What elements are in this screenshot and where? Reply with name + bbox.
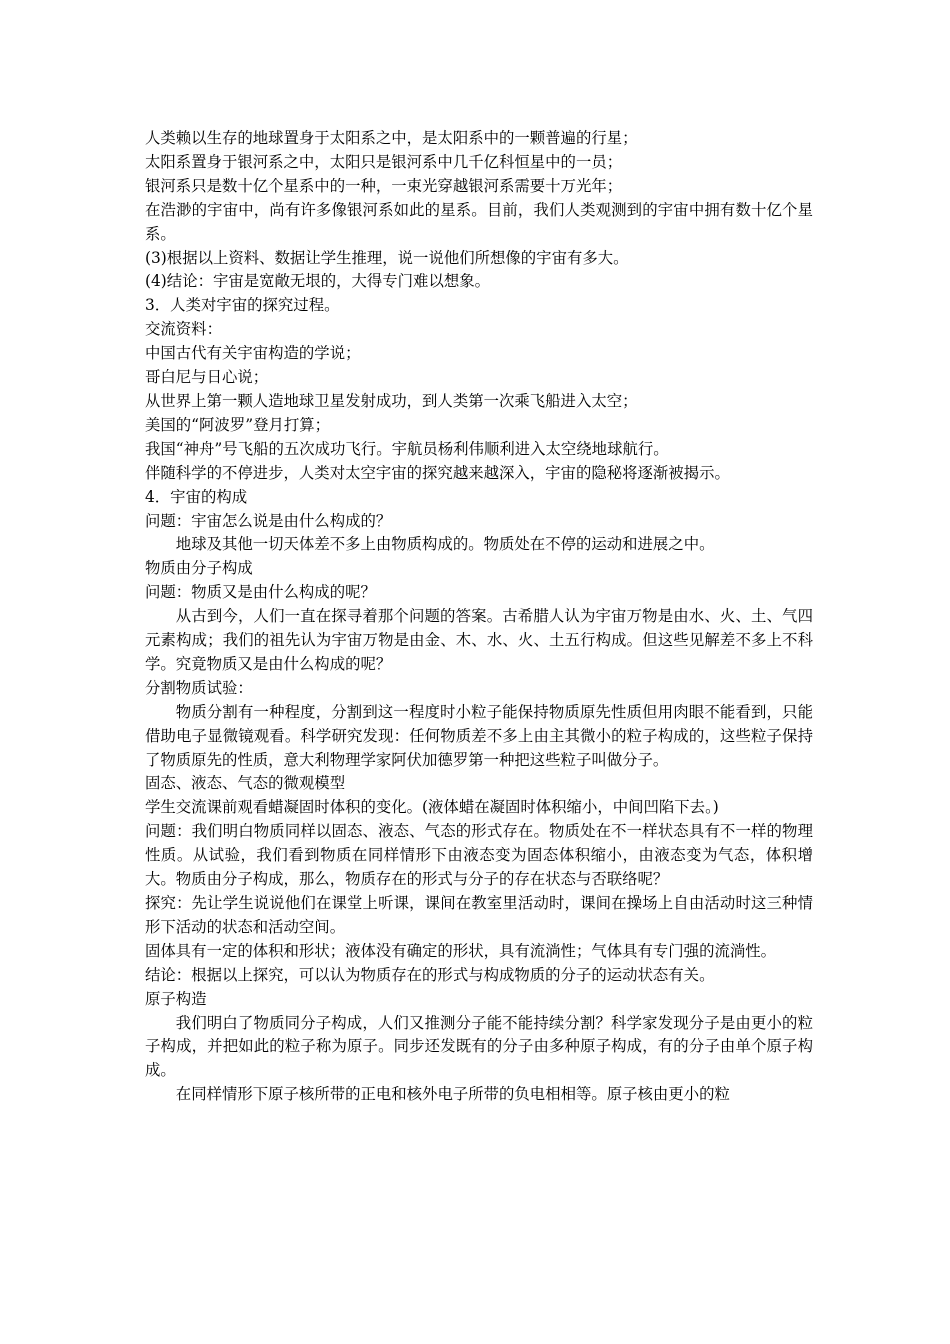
paragraph: 问题：物质又是由什么构成的呢？ (145, 583, 376, 602)
paragraph: 美国的“阿波罗”登月打算； (145, 415, 331, 434)
paragraph: 4．宇宙的构成 (145, 487, 248, 506)
paragraph: 3．人类对宇宙的探究过程。 (145, 296, 340, 315)
paragraph: 太阳系置身于银河系之中，太阳只是银河系中几千亿科恒星中的一员； (145, 152, 623, 171)
paragraph: 原子构造 (145, 989, 207, 1008)
paragraph: 从世界上第一颗人造地球卫星发射成功，到人类第一次乘飞船进入太空； (145, 391, 638, 410)
paragraph: 分割物质试验： (145, 678, 253, 697)
paragraph: 探究：先让学生说说他们在课堂上听课，课间在教室里活动时，课间在操场上自由活动时这三种情形下活动的状态和活动空间。 (145, 894, 813, 936)
paragraph: 银河系只是数十亿个星系中的一种，一束光穿越银河系需要十万光年； (145, 176, 623, 195)
paragraph: 地球及其他一切天体差不多上由物质构成的。物质处在不停的运动和进展之中。 (175, 535, 715, 554)
paragraph: 交流资料： (145, 320, 222, 339)
paragraph: 学生交流课前观看蜡凝固时体积的变化。(液体蜡在凝固时体积缩小，中间凹陷下去。) (145, 798, 719, 817)
paragraph: 我们明白了物质同分子构成，人们又推测分子能不能持续分割？科学家发现分子是由更小的粒子构成，并把如此的粒子称为原子。同步还发既有的分子由多种原子构成，有的分子由单个原子构成。 (145, 1013, 813, 1080)
paragraph: 结论：根据以上探究，可以认为物质存在的形式与构成物质的分子的运动状态有关。 (145, 965, 715, 984)
paragraph: 在浩渺的宇宙中，尚有许多像银河系如此的星系。目前，我们人类观测到的宇宙中拥有数十亿个星系。 (145, 200, 813, 243)
paragraph: 哥白尼与日心说； (145, 368, 269, 387)
paragraph: 在同样情形下原子核所带的正电和核外电子所带的负电相相等。原子核由更小的粒 (175, 1085, 730, 1104)
paragraph: 问题：宇宙怎么说是由什么构成的？ (145, 511, 392, 530)
paragraph: 物质分割有一种程度，分割到这一程度时小粒子能保持物质原先性质但用肉眼不能看到，只能借助电子显微镜观看。科学研究发现：任何物质差不多上由主其微小的粒子构成的，这些粒子保持了物质原先的性质，意大利物理学家阿伏加德罗第一种把这些粒子叫做分子。 (145, 702, 813, 769)
paragraph: 从古到今，人们一直在探寻着那个问题的答案。古希腊人认为宇宙万物是由水、火、土、气四元素构成；我们的祖先认为宇宙万物是由金、木、水、火、土五行构成。但这些见解差不多上不科学。究竟物质又是由什么构成的呢？ (145, 607, 813, 673)
document-page (145, 127, 813, 1107)
paragraph: (3)根据以上资料、数据让学生推理，说一说他们所想像的宇宙有多大。 (145, 248, 629, 267)
paragraph: 固体具有一定的体积和形状；液体没有确定的形状，具有流淌性；气体具有专门强的流淌性。 (145, 941, 777, 960)
paragraph: 中国古代有关宇宙构造的学说； (145, 344, 361, 363)
paragraph: 我国“神舟”号飞船的五次成功飞行。宇航员杨利伟顺利进入太空绕地球航行。 (145, 439, 669, 458)
paragraph: 问题：我们明白物质同样以固态、液态、气态的形式存在。物质处在不一样状态具有不一样的物理性质。从试验，我们看到物质在同样情形下由液态变为固态体积缩小，由液态变为气态，体积增大。物质由分子构成，那么，物质存在的形式与分子的存在状态与否联络呢？ (145, 822, 813, 889)
paragraph: 物质由分子构成 (145, 559, 253, 578)
paragraph: 固态、液态、气态的微观模型 (145, 774, 346, 793)
paragraph: 伴随科学的不停进步，人类对太空宇宙的探究越来越深入，宇宙的隐秘将逐渐被揭示。 (145, 463, 730, 482)
paragraph: 人类赖以生存的地球置身于太阳系之中，是太阳系中的一颗普遍的行星； (145, 129, 638, 147)
paragraph: (4)结论：宇宙是宽敞无垠的，大得专门难以想象。 (145, 272, 491, 291)
